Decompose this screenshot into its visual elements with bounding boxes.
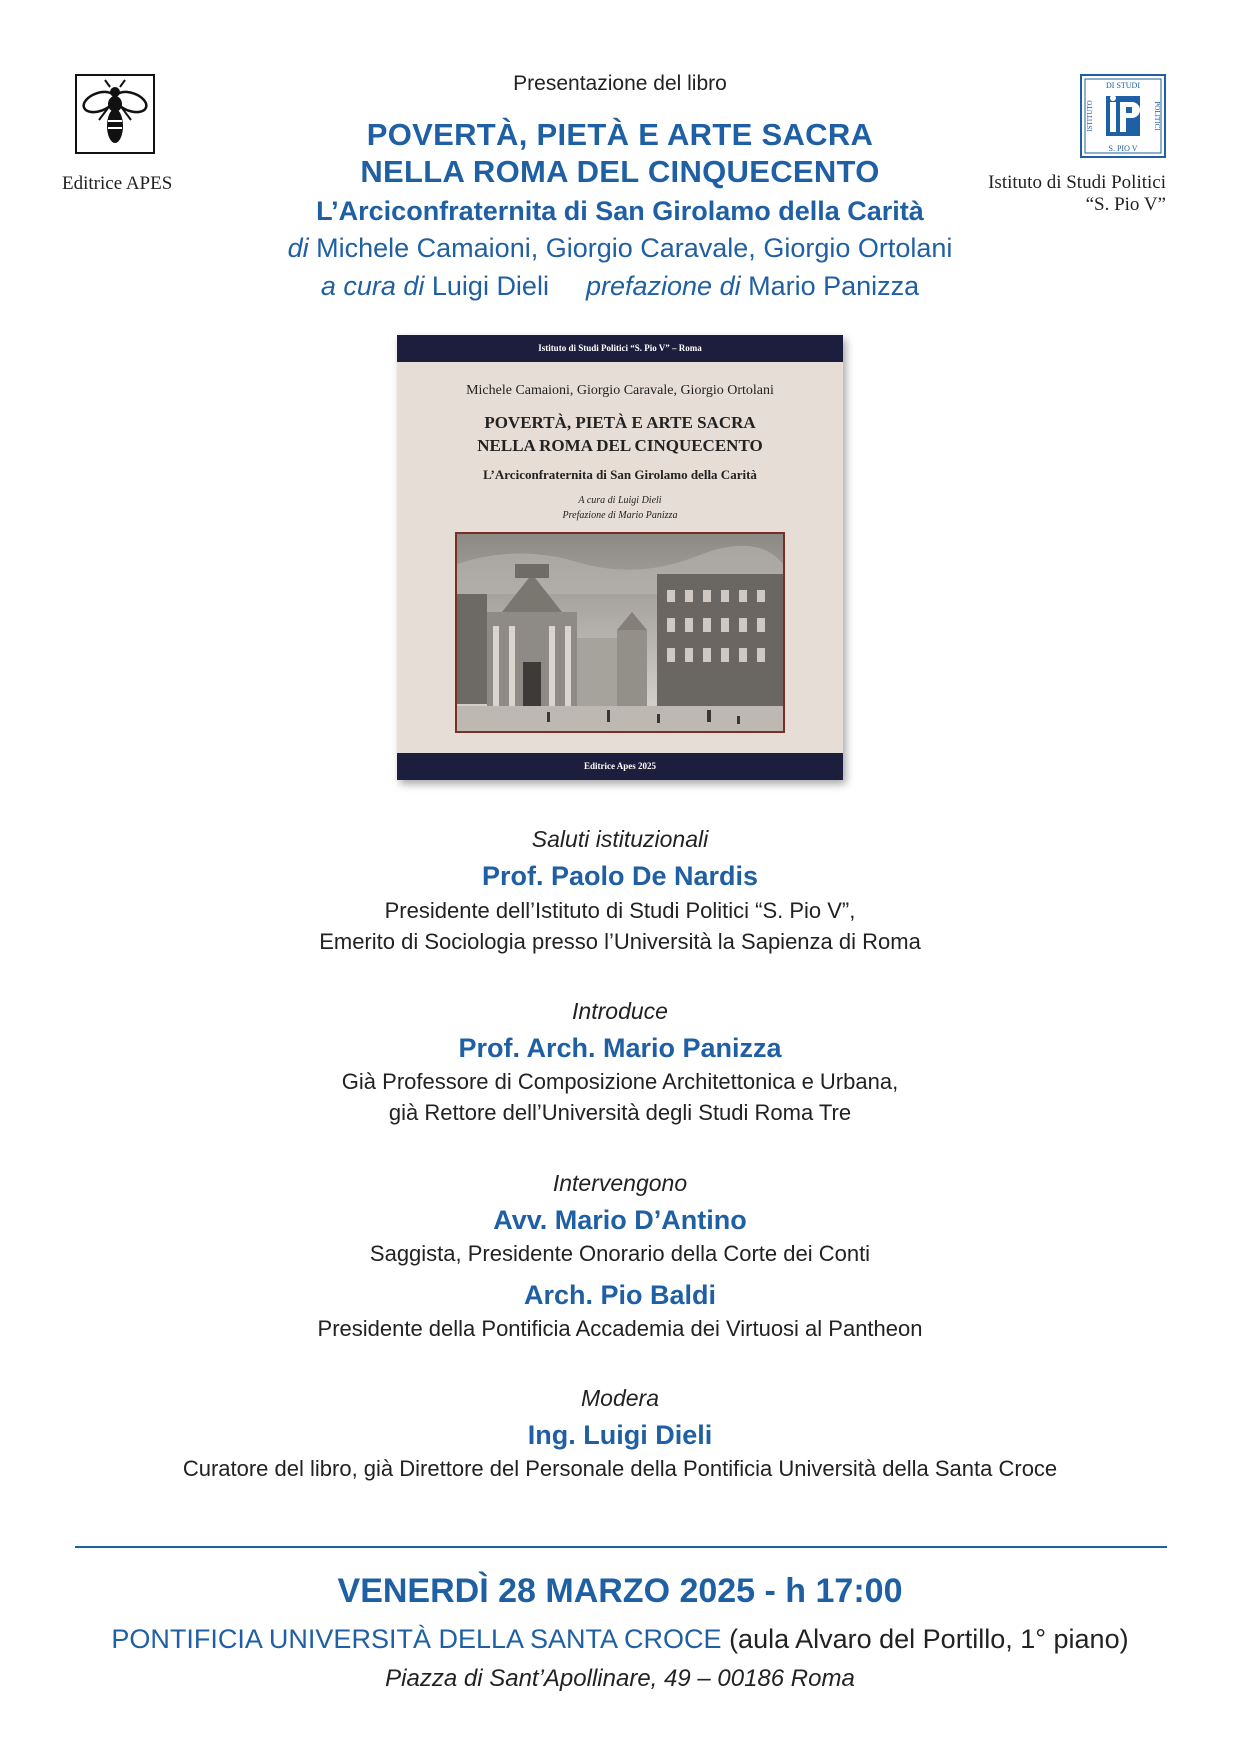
publisher-label: Editrice APES — [62, 173, 173, 194]
preface: Mario Panizza — [748, 271, 920, 301]
cover-editor: A cura di Luigi Dieli — [578, 495, 662, 506]
event-date-time: VENERDÌ 28 MARZO 2025 - h 17:00 — [337, 1572, 903, 1610]
cover-engraving-image — [455, 532, 785, 733]
authors-prefix: di — [287, 233, 309, 263]
speaker-name-baldi: Arch. Pio Baldi — [523, 1280, 717, 1310]
institute-label-line1: Istituto di Studi Politici — [988, 172, 1166, 193]
speaker-desc-panizza-2: già Rettore dell’Università degli Studi Roma Tre — [388, 1100, 852, 1125]
cover-title-line-1: POVERTÀ, PIETÀ E ARTE SACRA — [484, 413, 756, 432]
speaker-desc-baldi: Presidente della Pontificia Accademia dei Virtuosi al Pantheon — [317, 1316, 923, 1341]
editor-prefix: a cura di — [320, 271, 425, 301]
event-address: Piazza di Sant’Apollinare, 49 – 00186 Roma — [385, 1665, 855, 1692]
section-label-saluti: Saluti istituzionali — [531, 826, 709, 852]
authors: Michele Camaioni, Giorgio Caravale, Giorgio Ortolani — [316, 233, 953, 263]
cover-title-line-2: NELLA ROMA DEL CINQUECENTO — [477, 436, 763, 455]
pre-title: Presentazione del libro — [513, 72, 727, 95]
event-room: (aula Alvaro del Portillo, 1° piano) — [729, 1624, 1129, 1654]
logo-text-bottom: S. PIO V — [1108, 144, 1138, 153]
section-label-intervengono: Intervengono — [552, 1170, 688, 1196]
speaker-desc-panizza-1: Già Professore di Composizione Architettonica e Urbana, — [341, 1069, 899, 1094]
speaker-name-dieli: Ing. Luigi Dieli — [527, 1420, 713, 1450]
speaker-desc-de-nardis-2: Emerito di Sociologia presso l’Università la Sapienza di Roma — [319, 929, 921, 954]
title-line-2: NELLA ROMA DEL CINQUECENTO — [360, 154, 880, 189]
event-venue-line — [0, 1624, 1240, 1655]
cover-subtitle: L’Arciconfraternita di San Girolamo della Carità — [483, 467, 757, 482]
authors-line — [0, 233, 1240, 264]
book-cover — [397, 335, 843, 780]
logo-text-side: POLITICI — [1153, 101, 1161, 131]
cover-authors: Michele Camaioni, Giorgio Caravale, Giorgio Ortolani — [466, 383, 774, 398]
event-venue: PONTIFICIA UNIVERSITÀ DELLA SANTA CROCE — [111, 1624, 722, 1654]
speaker-desc-dieli: Curatore del libro, già Direttore del Personale della Pontificia Università della Santa Croce — [182, 1456, 1058, 1481]
speaker-name-panizza: Prof. Arch. Mario Panizza — [458, 1033, 782, 1063]
logo-text-left: ISTITUTO — [1086, 100, 1094, 132]
institute-label-line2: “S. Pio V” — [1085, 194, 1166, 215]
book-subtitle: L’Arciconfraternita di San Girolamo della Carità — [316, 196, 924, 226]
editors-line — [0, 271, 1240, 302]
cover-preface: Prefazione di Mario Panizza — [562, 510, 678, 521]
editor: Luigi Dieli — [431, 271, 549, 301]
speaker-name-dantino: Avv. Mario D’Antino — [493, 1205, 747, 1235]
logo-text-top: DI STUDI — [1106, 81, 1140, 90]
speaker-desc-de-nardis-1: Presidente dell’Istituto di Studi Politici “S. Pio V”, — [384, 898, 856, 923]
preface-prefix: prefazione di — [585, 271, 741, 301]
section-label-introduce: Introduce — [572, 998, 668, 1024]
section-label-modera: Modera — [581, 1385, 659, 1411]
title-line-1: POVERTÀ, PIETÀ E ARTE SACRA — [366, 117, 874, 152]
speaker-name-de-nardis: Prof. Paolo De Nardis — [481, 861, 759, 891]
footer-divider — [75, 1546, 1167, 1548]
cover-top-band: Istituto di Studi Politici “S. Pio V” – Roma — [397, 335, 843, 362]
cover-bottom-band: Editrice Apes 2025 — [397, 753, 843, 780]
speaker-desc-dantino: Saggista, Presidente Onorario della Corte dei Conti — [369, 1241, 871, 1266]
